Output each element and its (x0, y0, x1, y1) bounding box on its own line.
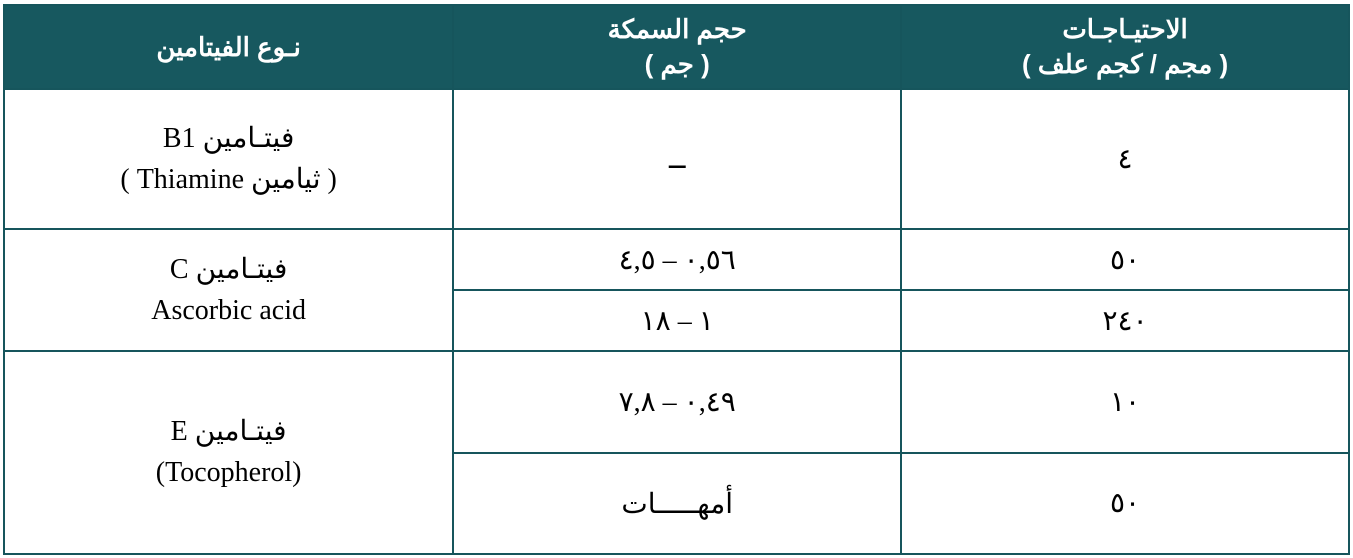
vitamin-c-line2: Ascorbic acid (151, 294, 306, 326)
vitamin-b1-line2: ( ثيامين Thiamine ) (120, 163, 337, 195)
cell-fish-size-b1: ــ (453, 89, 901, 229)
vitamin-e-line2: (Tocopherol) (155, 457, 302, 488)
column-header-requirements-line1: الاحتيـاجـات (1062, 14, 1188, 44)
vitamin-c-label-ar: فيتـامين (195, 253, 288, 285)
cell-vitamin-b1 (4, 89, 453, 229)
vitamin-requirements-table (3, 4, 1350, 555)
cell-fish-size-c-1: ٠,٥٦ – ٤,٥ (453, 229, 901, 290)
table-row (4, 229, 1349, 290)
cell-requirement-b1: ٤ (901, 89, 1349, 229)
cell-vitamin-e (4, 351, 453, 554)
column-header-fish-size (453, 5, 901, 89)
table-row (4, 351, 1349, 452)
vitamin-b1-label-ar: فيتـامين (202, 122, 295, 154)
header-row (4, 5, 1349, 89)
table-header (4, 5, 1349, 89)
vitamin-e-label-ar: فيتـامين (194, 415, 287, 447)
vitamin-c-line1 (15, 249, 442, 291)
cell-requirement-e-2: ٥٠ (901, 453, 1349, 555)
cell-fish-size-e-1: ٠,٤٩ – ٧,٨ (453, 351, 901, 452)
cell-fish-size-c-2: ١ – ١٨ (453, 290, 901, 351)
column-header-requirements-line2: ( مجم / كجم علف ) (1021, 49, 1229, 80)
column-header-fish-size-line1: حجم السمكة (607, 14, 747, 44)
table-row (4, 89, 1349, 229)
column-header-fish-size-line2: ( جم ) (644, 49, 710, 80)
vitamin-e-line1 (15, 411, 442, 453)
cell-fish-size-e-2: أمهـــــات (453, 453, 901, 555)
cell-requirement-e-1: ١٠ (901, 351, 1349, 452)
vitamin-b1-line1 (15, 118, 442, 160)
vitamin-b1-label-latin: B1 (162, 123, 196, 155)
cell-vitamin-c (4, 229, 453, 351)
column-header-vitamin-type (4, 5, 453, 89)
cell-requirement-c-1: ٥٠ (901, 229, 1349, 290)
column-header-vitamin-type-line1: نـوع الفيتامين (156, 31, 301, 62)
table-body (4, 89, 1349, 554)
vitamin-c-label-latin: C (169, 254, 189, 286)
vitamin-e-label-latin: E (170, 416, 188, 448)
column-header-requirements (901, 5, 1349, 89)
cell-requirement-c-2: ٢٤٠ (901, 290, 1349, 351)
